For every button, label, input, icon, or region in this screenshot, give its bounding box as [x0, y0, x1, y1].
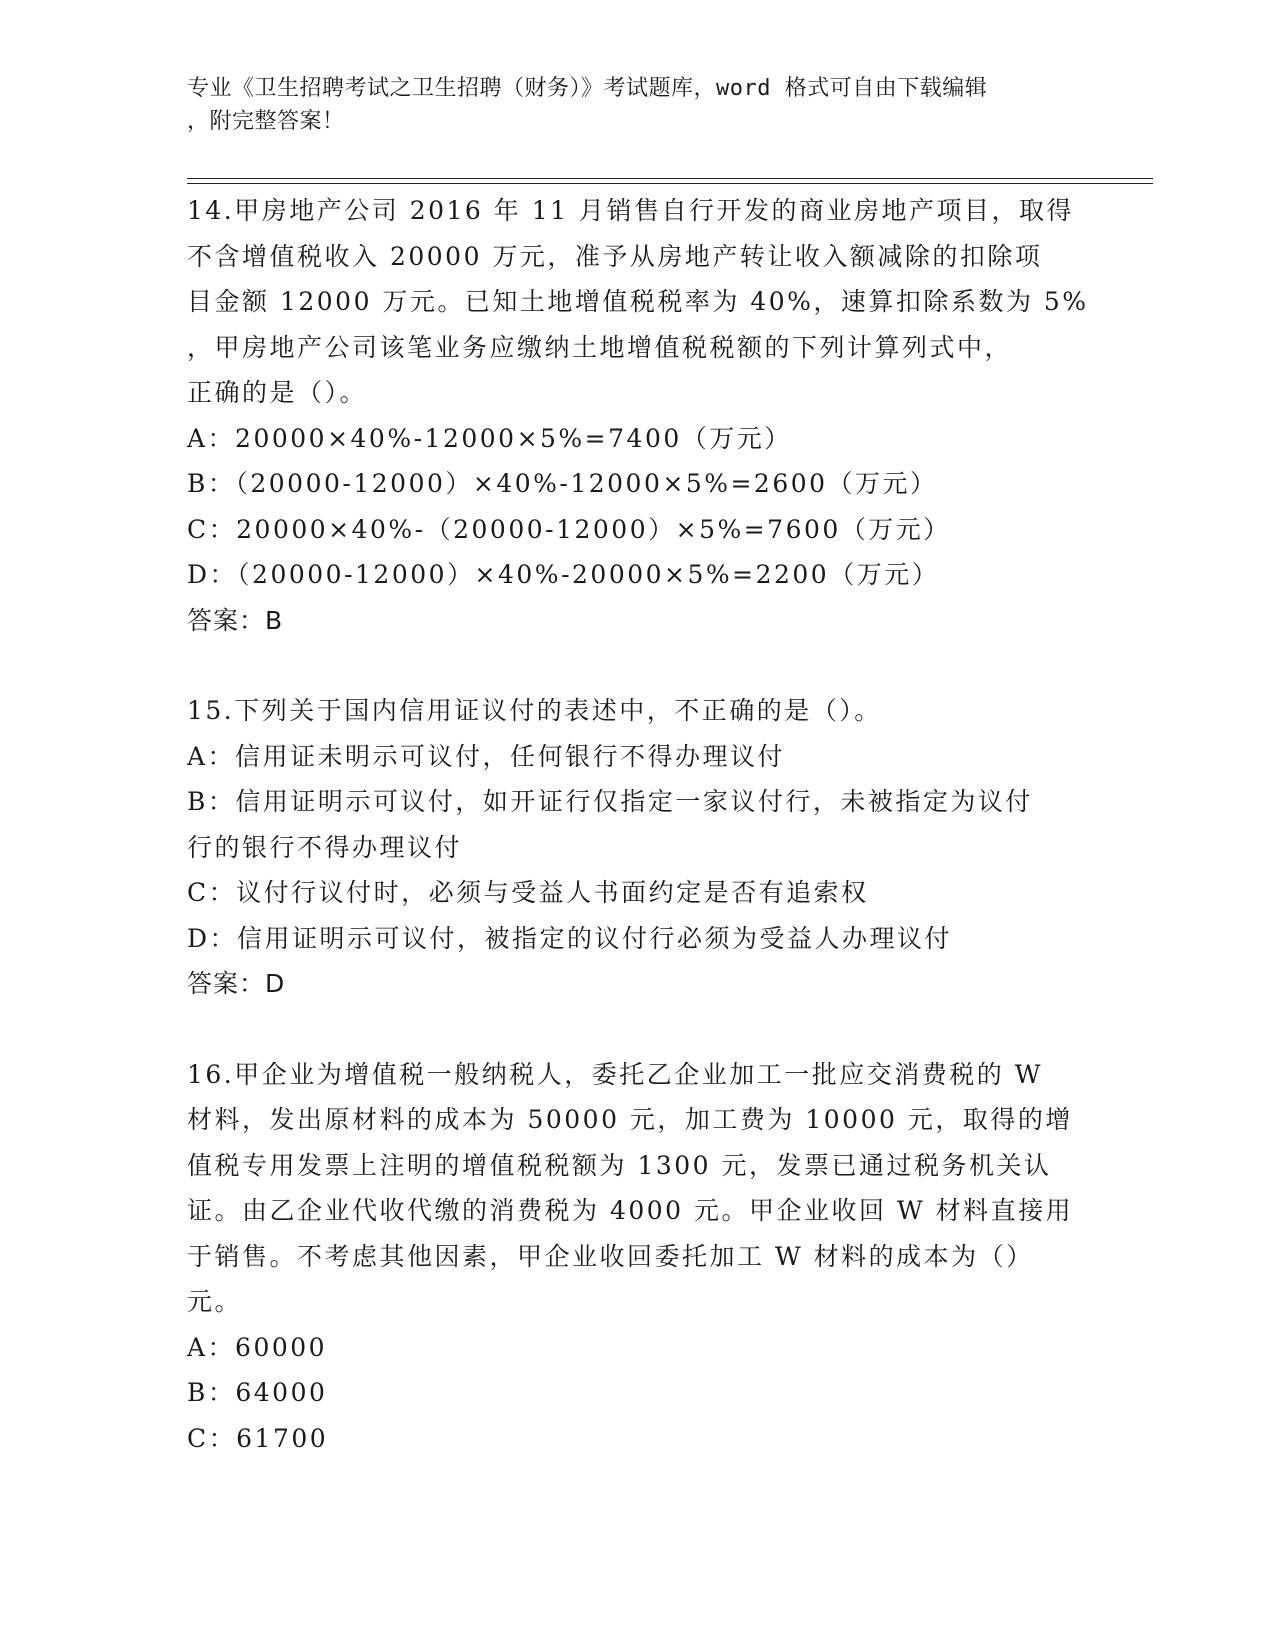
question-14: [187, 188, 1087, 643]
header-rule-bottom: [187, 183, 1153, 184]
question-stem-line: 于销售。不考虑其他因素，甲企业收回委托加工 W 材料的成本为（）: [187, 1241, 1034, 1271]
header-line-2: ，附完整答案！: [187, 109, 345, 134]
question-list: [187, 188, 1087, 1461]
question-16: [187, 1052, 1087, 1462]
question-stem-line: 16.甲企业为增值税一般纳税人，委托乙企业加工一批应交消费税的 W: [187, 1059, 1043, 1089]
question-stem-line: 15.下列关于国内信用证议付的表述中，不正确的是（）。: [187, 696, 882, 725]
question-stem-line: 14.甲房地产公司 2016 年 11 月销售自行开发的商业房地产项目，取得: [187, 196, 1074, 225]
question-stem-line: 不含增值税收入 20000 万元，准予从房地产转让收入额减除的扣除项: [187, 241, 1043, 271]
question-stem-line: 元。: [187, 1287, 243, 1316]
header-rule-top: [187, 178, 1153, 179]
question-stem-line: 值税专用发票上注明的增值税税额为 1300 元，发票已通过税务机关认: [187, 1150, 1052, 1180]
option-b: B：（20000-12000）×40%-12000×5%=2600（万元）: [187, 469, 938, 498]
option-c: C：20000×40%-（20000-12000）×5%=7600（万元）: [187, 514, 951, 544]
answer-15: 答案：D: [187, 969, 286, 998]
document-header: [187, 72, 1067, 138]
spacer: [187, 1007, 1087, 1052]
question-stem-line: ，甲房地产公司该笔业务应缴纳土地增值税税额的下列计算列式中，: [187, 332, 1013, 362]
question-stem-line: 正确的是（）。: [187, 378, 368, 407]
option-b: B：信用证明示可议付，如开证行仅指定一家议付行，未被指定为议付: [187, 787, 1033, 816]
spacer: [187, 643, 1087, 688]
option-b-continued: 行的银行不得办理议付: [187, 832, 463, 862]
option-d: D：信用证明示可议付，被指定的议付行必须为受益人办理议付: [187, 923, 953, 953]
option-a: A：信用证未明示可议付，任何银行不得办理议付: [187, 741, 786, 771]
question-stem-line: 证。由乙企业代收代缴的消费税为 4000 元。甲企业收回 W 材料直接用: [187, 1196, 1074, 1225]
question-stem-line: 目金额 12000 万元。已知土地增值税税率为 40%，速算扣除系数为 5%: [187, 287, 1089, 316]
option-a: A：60000: [187, 1332, 328, 1362]
answer-14: 答案：B: [187, 605, 284, 635]
option-d: D：（20000-12000）×40%-20000×5%=2200（万元）: [187, 560, 940, 589]
option-b: B：64000: [187, 1378, 328, 1407]
header-line-1: 专业《卫生招聘考试之卫生招聘（财务）》考试题库，word 格式可自由下载编辑: [187, 76, 988, 101]
option-c: C：议付行议付时，必须与受益人书面约定是否有追索权: [187, 878, 869, 907]
question-15: [187, 688, 1087, 1007]
option-a: A：20000×40%-12000×5%=7400（万元）: [187, 423, 792, 453]
question-stem-line: 材料，发出原材料的成本为 50000 元，加工费为 10000 元，取得的增: [187, 1105, 1073, 1134]
option-c: C：61700: [187, 1423, 329, 1453]
